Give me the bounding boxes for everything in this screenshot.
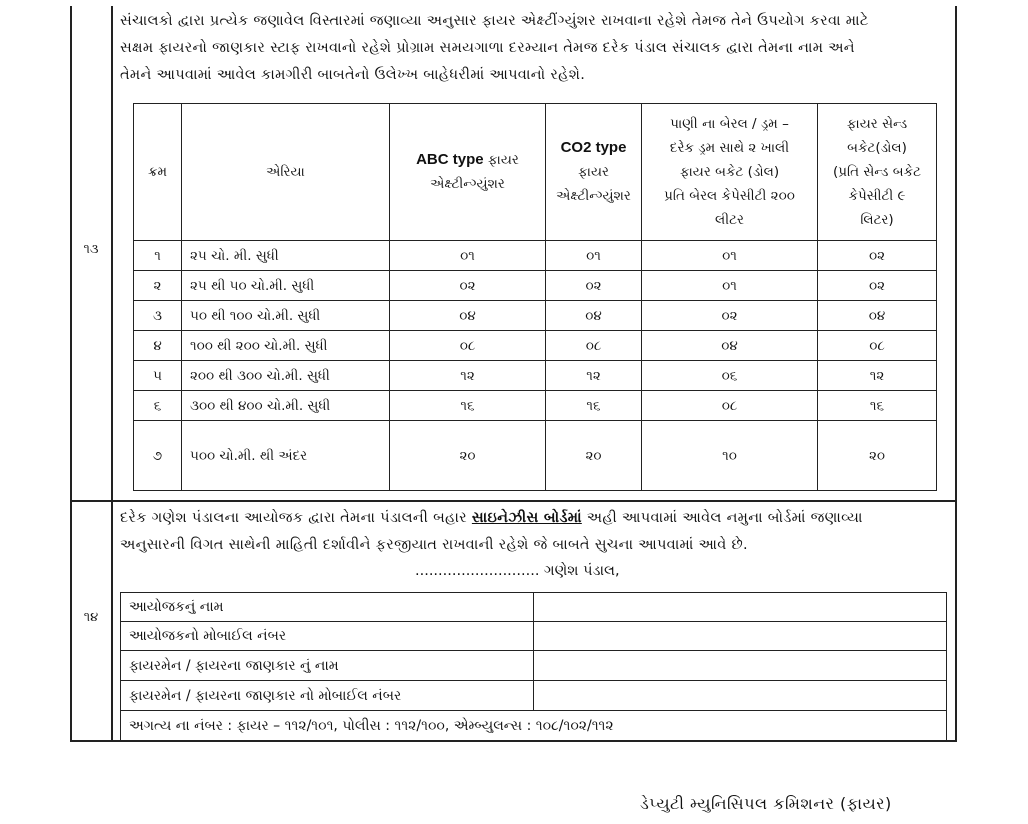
cell-abc: ૦૨ xyxy=(390,271,546,301)
pandal-name-line: ........................... ગણેશ પંડાલ, xyxy=(415,563,620,579)
cell-abc: ૦૧ xyxy=(390,241,546,271)
header-area: એરિયા xyxy=(182,104,390,241)
row13-paragraph xyxy=(120,8,950,89)
cell-serial: ૩ xyxy=(134,301,182,331)
cell-barrel: ૦૬ xyxy=(642,361,818,391)
cell-barrel: ૦૪ xyxy=(642,331,818,361)
header-sand-line-3: (પ્રતિ સેન્ડ બકેટ xyxy=(833,164,921,180)
cell-serial: ૫ xyxy=(134,361,182,391)
table-row xyxy=(134,331,937,361)
board-label-organizer-mobile: આયોજકનો મોબાઈલ નંબર xyxy=(121,622,534,651)
header-abc-fire: ફાયર xyxy=(487,152,519,168)
header-abc-type: ABC type xyxy=(416,151,484,168)
row14-line-2: અનુસારની વિગત સાથેની માહિતી દર્શાવીને ફરજીયાત રાખવાની રહેશે જે બાબતે સુચના આપવામાં આવે છે. xyxy=(120,537,748,553)
board-row xyxy=(121,622,947,651)
header-serial: ક્રમ xyxy=(134,104,182,241)
header-sand-line-2: બકેટ(ડોલ) xyxy=(847,140,907,156)
cell-barrel: ૦૧ xyxy=(642,241,818,271)
row14-line-1-before: દરેક ગણેશ પંડાલના આયોજક દ્વારા તેમના પંડાલની બહાર xyxy=(120,510,472,526)
cell-area: ૨૫ ચો. મી. સુધી xyxy=(182,241,390,271)
header-co2-extinguisher: એક્ષ્ટીન્ગ્યુંશર xyxy=(556,188,631,204)
cell-serial: ૪ xyxy=(134,331,182,361)
header-sand-bucket xyxy=(818,104,937,241)
cell-serial: ૨ xyxy=(134,271,182,301)
cell-co2: ૨૦ xyxy=(546,421,642,491)
cell-sand: ૧૨ xyxy=(818,361,937,391)
row-number-14: ૧૪ xyxy=(83,610,99,625)
cell-serial: ૭ xyxy=(134,421,182,491)
sample-board-table xyxy=(120,592,947,741)
board-label-fireman-mobile: ફાયરમેન / ફાયરના જાણકાર નો મોબાઈલ નંબર xyxy=(121,681,534,711)
cell-co2: ૦૧ xyxy=(546,241,642,271)
row-separator xyxy=(70,500,957,502)
board-label-fireman-name: ફાયરમેન / ફાયરના જાણકાર નું નામ xyxy=(121,651,534,681)
cell-sand: ૦૨ xyxy=(818,271,937,301)
cell-sand: ૦૨ xyxy=(818,241,937,271)
cell-co2: ૧૨ xyxy=(546,361,642,391)
row-number-13: ૧૩ xyxy=(83,242,99,257)
cell-serial: ૧ xyxy=(134,241,182,271)
header-barrel-line-4: પ્રતિ બેરલ કેપેસીટી ૨૦૦ xyxy=(664,188,795,204)
row14-line-1 xyxy=(120,505,950,532)
header-water-barrel xyxy=(642,104,818,241)
cell-barrel: ૦૧ xyxy=(642,271,818,301)
table-row xyxy=(134,391,937,421)
cell-co2: ૦૮ xyxy=(546,331,642,361)
table-row xyxy=(134,271,937,301)
board-value-blank xyxy=(534,593,947,622)
board-value-blank xyxy=(534,681,947,711)
row13-line-1: સંચાલકો દ્વારા પ્રત્યેક જણાવેલ વિસ્તારમાં જણાવ્યા અનુસાર ફાયર એક્ષ્ટીંગ્યુંશર રાખવાના રહેશે તેમજ તેને ઉપયોગ કરવા માટે xyxy=(120,13,869,29)
outer-border-left xyxy=(70,6,72,741)
cell-co2: ૧૬ xyxy=(546,391,642,421)
column-divider xyxy=(111,6,113,741)
row13-line-3: તેમને આપવામાં આવેલ કામગીરી બાબતેનો ઉલેખ્ખ બાહેધરીમાં આપવાનો રહેશે. xyxy=(120,67,586,83)
cell-barrel: ૧૦ xyxy=(642,421,818,491)
row14-paragraph xyxy=(120,505,950,559)
cell-sand: ૨૦ xyxy=(818,421,937,491)
board-row xyxy=(121,651,947,681)
cell-area: ૨૫ થી ૫૦ ચો.મી. સુધી xyxy=(182,271,390,301)
table-header-row xyxy=(134,104,937,241)
cell-abc: ૦૪ xyxy=(390,301,546,331)
table-row xyxy=(134,421,937,491)
cell-area: ૫૦૦ ચો.મી. થી અંદર xyxy=(182,421,390,491)
header-barrel-line-3: ફાયર બકેટ (ડોલ) xyxy=(679,164,780,180)
board-value-blank xyxy=(534,651,947,681)
cell-sand: ૧૬ xyxy=(818,391,937,421)
board-row xyxy=(121,593,947,622)
header-sand-line-5: લિટર) xyxy=(860,212,894,228)
signage-board-highlight: સાઇનેઝીસ બોર્ડમાં xyxy=(471,510,582,526)
signature-designation: ડેપ્યુટી મ્યુનિસિપલ કમિશનર (ફાયર) xyxy=(640,794,892,813)
cell-co2: ૦૨ xyxy=(546,271,642,301)
cell-serial: ૬ xyxy=(134,391,182,421)
cell-sand: ૦૮ xyxy=(818,331,937,361)
cell-barrel: ૦૮ xyxy=(642,391,818,421)
board-row xyxy=(121,681,947,711)
outer-border-right xyxy=(955,6,957,741)
table-row xyxy=(134,301,937,331)
header-abc xyxy=(390,104,546,241)
cell-abc: ૧૬ xyxy=(390,391,546,421)
cell-area: ૩૦૦ થી ૪૦૦ ચો.મી. સુધી xyxy=(182,391,390,421)
header-co2-fire: ફાયર xyxy=(578,164,609,180)
cell-barrel: ૦૨ xyxy=(642,301,818,331)
cell-area: ૧૦૦ થી ૨૦૦ ચો.મી. સુધી xyxy=(182,331,390,361)
header-sand-line-1: ફાયર સેન્ડ xyxy=(846,116,908,132)
cell-sand: ૦૪ xyxy=(818,301,937,331)
cell-abc: ૦૮ xyxy=(390,331,546,361)
table-row xyxy=(134,361,937,391)
header-co2 xyxy=(546,104,642,241)
fire-equipment-table xyxy=(133,103,937,491)
emergency-numbers: અગત્ય ના નંબર : ફાયર – ૧૧૨/૧૦૧, પોલીસ : ૧૧૨/૧૦૦, એમ્બ્યુલન્સ : ૧૦૮/૧૦૨/૧૧૨ xyxy=(121,711,947,741)
header-co2-type: CO2 type xyxy=(560,139,627,156)
header-abc-extinguisher: એક્ષ્ટીન્ગ્યુંશર xyxy=(430,176,505,192)
header-sand-line-4: કેપેસીટી ૯ xyxy=(848,188,906,204)
cell-area: ૫૦ થી ૧૦૦ ચો.મી. સુધી xyxy=(182,301,390,331)
row13-line-2: સક્ષમ ફાયરનો જાણકાર સ્ટાફ રાખવાનો રહેશે પ્રોગ્રામ સમયગાળા દરમ્યાન તેમજ દરેક પંડાલ સંચાલક દ્વારા તેમના નામ અને xyxy=(120,40,855,56)
cell-area: ૨૦૦ થી ૩૦૦ ચો.મી. સુધી xyxy=(182,361,390,391)
board-label-organizer-name: આયોજકનું નામ xyxy=(121,593,534,622)
table-row xyxy=(134,241,937,271)
row14-line-1-after: અહી આપવામાં આવેલ નમુના બોર્ડમાં જણાવ્યા xyxy=(581,510,863,526)
cell-abc: ૧૨ xyxy=(390,361,546,391)
cell-co2: ૦૪ xyxy=(546,301,642,331)
header-barrel-line-2: દરેક ડ્રમ સાથે ૨ ખાલી xyxy=(669,140,790,156)
cell-abc: ૨૦ xyxy=(390,421,546,491)
board-row xyxy=(121,711,947,741)
header-barrel-line-5: લીટર xyxy=(715,212,744,228)
header-barrel-line-1: પાણી ના બેરલ / ડ્રમ – xyxy=(670,116,789,132)
board-value-blank xyxy=(534,622,947,651)
